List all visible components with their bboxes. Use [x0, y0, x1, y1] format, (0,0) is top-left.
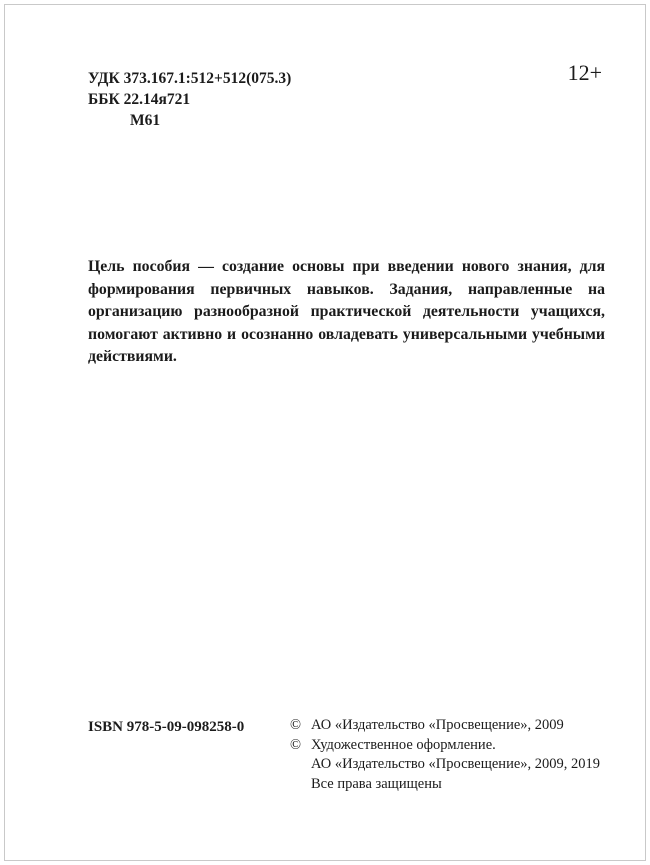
- copyright-line: [290, 716, 600, 736]
- copyright-line: [290, 736, 600, 756]
- copyright-line: [290, 775, 600, 795]
- author-sign-code: М61: [130, 112, 161, 129]
- isbn-number: ISBN 978-5-09-098258-0: [88, 719, 245, 735]
- copyright-symbol: ©: [290, 736, 302, 753]
- copyright-text: Художественное оформление.: [311, 736, 496, 753]
- copyright-line: [290, 755, 600, 775]
- copyright-block: [290, 716, 600, 794]
- age-rating-badge: 12+: [567, 60, 602, 85]
- copyright-symbol: [290, 755, 311, 775]
- udk-code: УДК 373.167.1:512+512(075.3): [88, 70, 292, 87]
- copyright-text: Все права защищены: [311, 775, 442, 792]
- copyright-symbol: [290, 775, 311, 795]
- bbk-code: ББК 22.14я721: [88, 91, 191, 108]
- copyright-text: АО «Издательство «Просвещение», 2009, 2019: [311, 756, 601, 772]
- copyright-symbol: ©: [290, 717, 302, 733]
- copyright-text: АО «Издательство «Просвещение», 2009: [311, 717, 564, 733]
- annotation-paragraph: Цель пособия — создание основы при введении нового знания, для формирования первичных навыков. Задания, направленные на организацию разнообразной практической деятельности учащихся, помогают активно и осознанно овладевать универсальными учебными действиями.: [88, 258, 605, 365]
- classification-codes: [88, 68, 291, 131]
